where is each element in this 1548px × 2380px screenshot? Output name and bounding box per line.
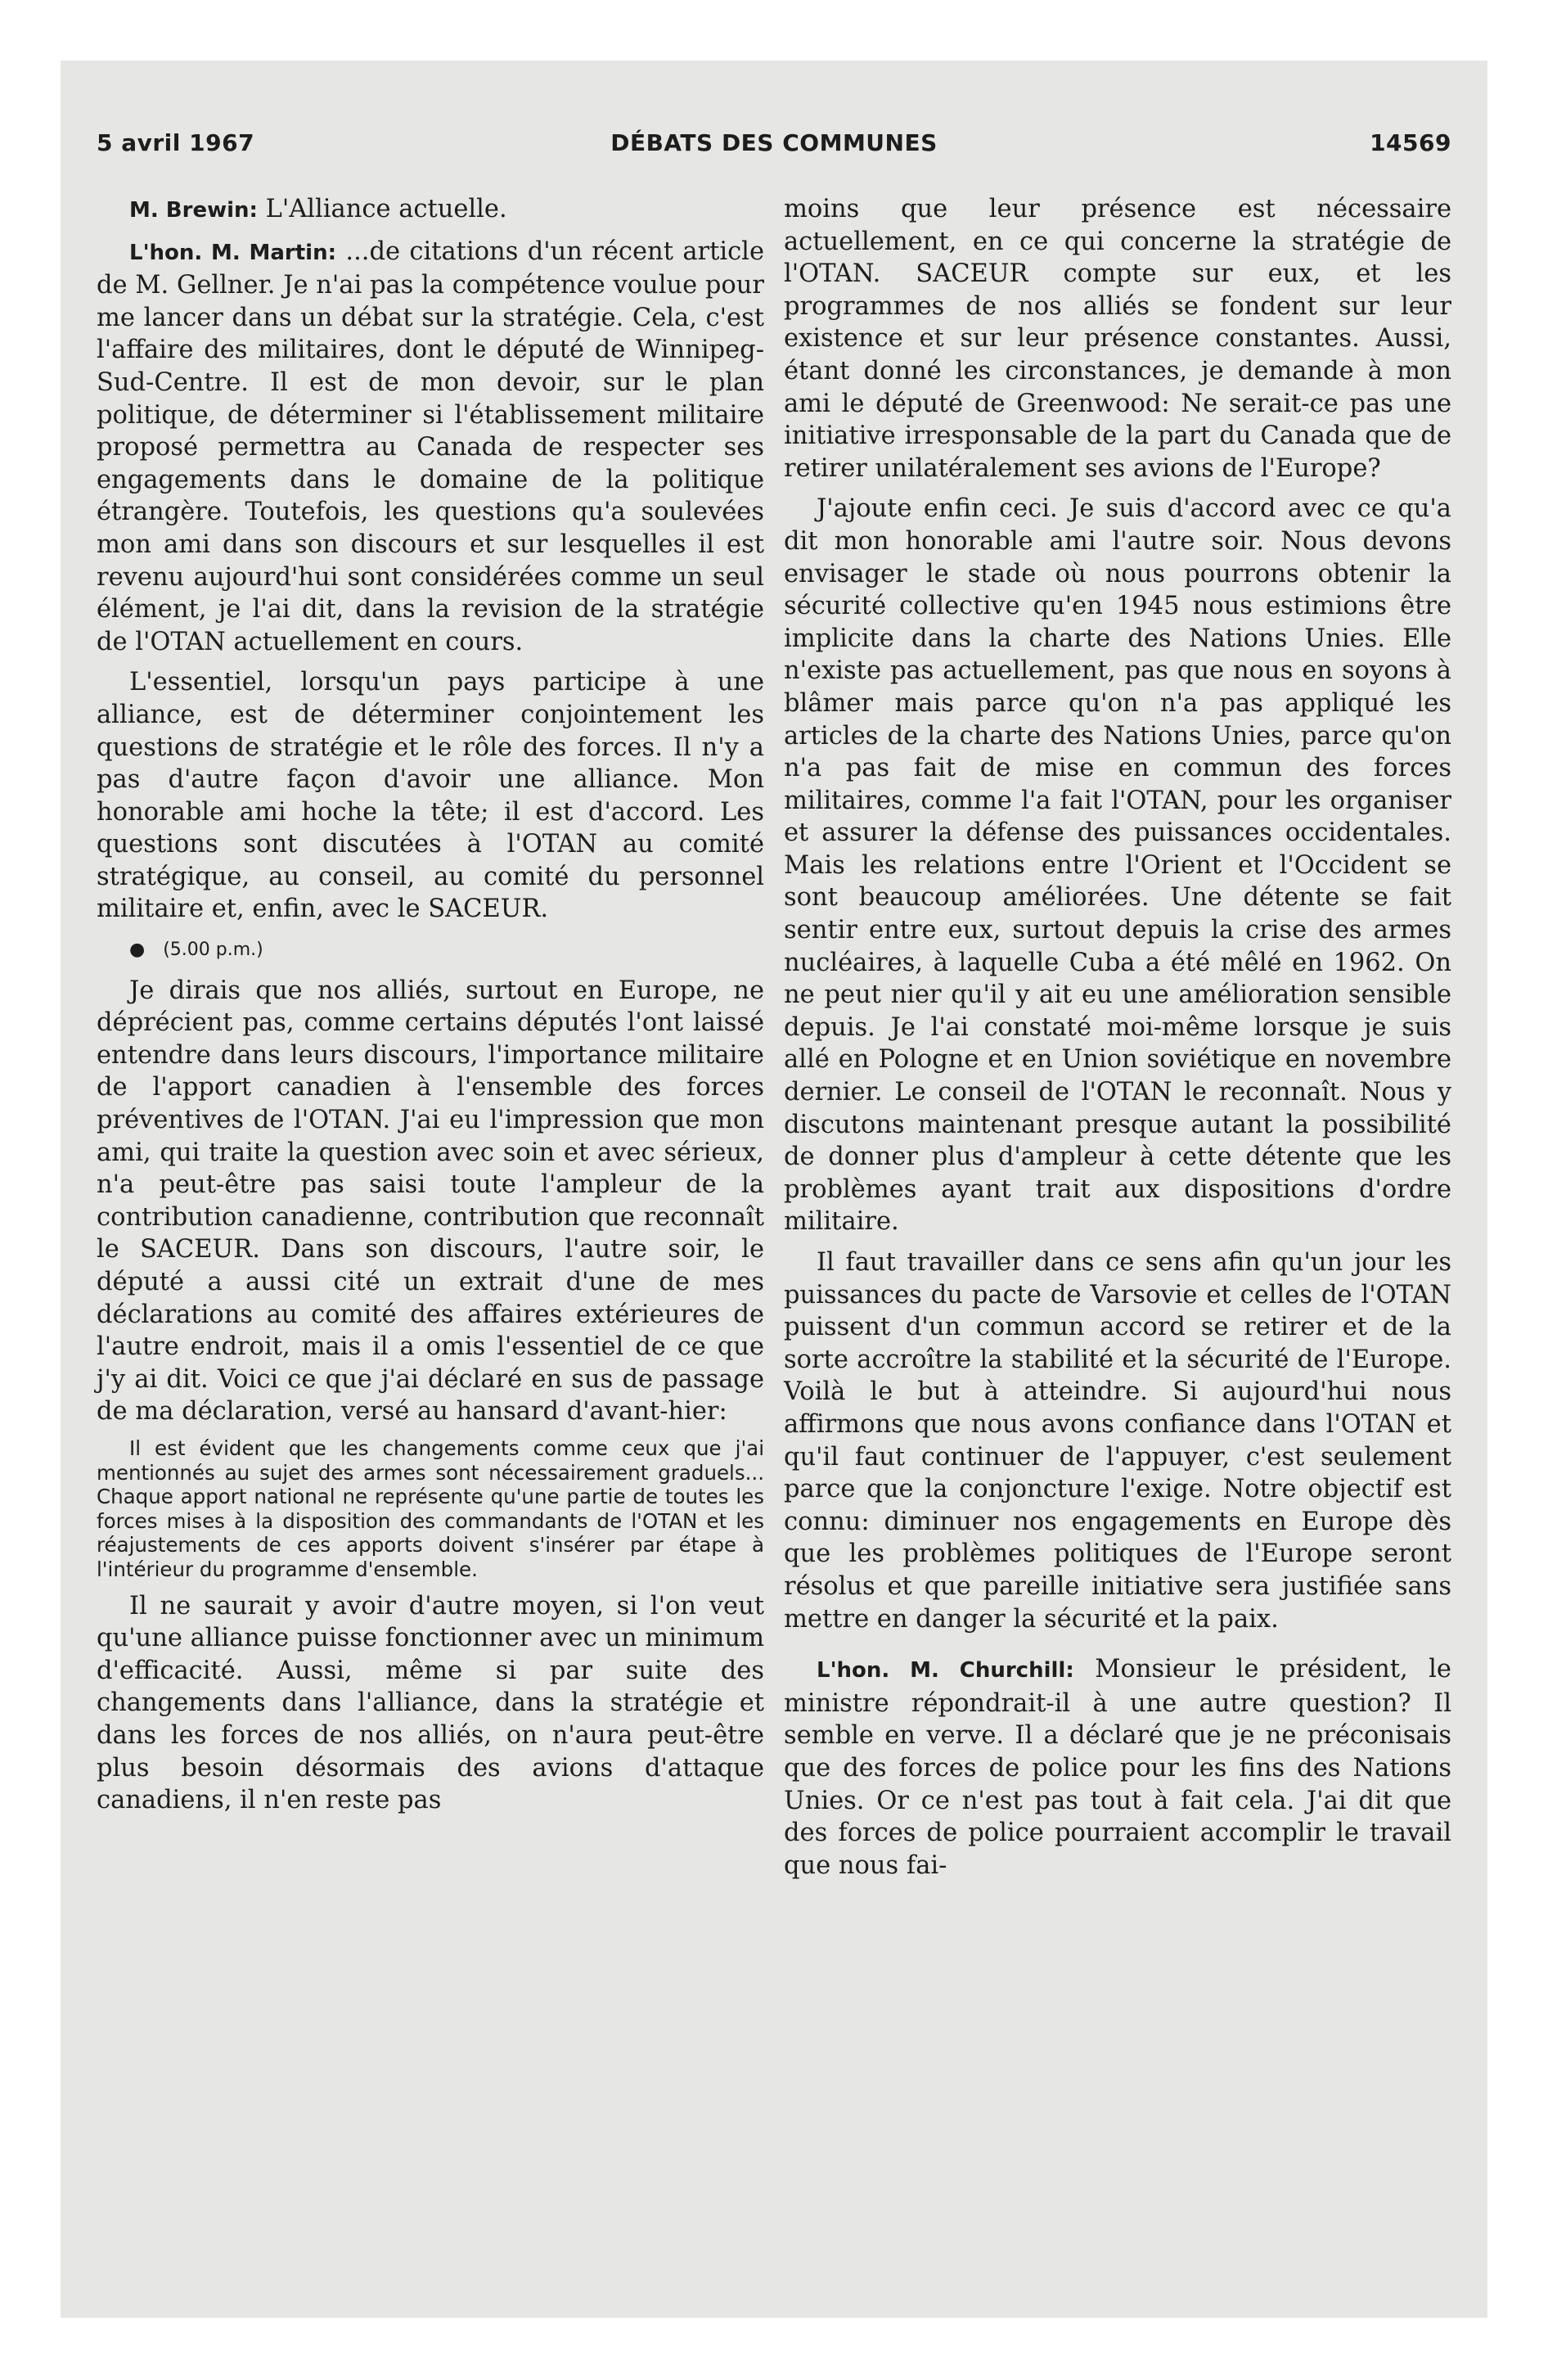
right-column <box>784 193 1451 1890</box>
running-header <box>97 129 1451 165</box>
paragraph: Il faut travailler dans ce sens afin qu'un jour les puissances du pacte de Varsovie et celles de l'OTAN puissent d'un commun accord se retirer et de la sorte accroître la stabilité et la sécurité de l'Europe. Voilà le but à atteindre. Si aujourd'hui nous affirmons que nous avons confiance dans l'OTAN et qu'il faut continuer de l'appuyer, c'est seulement parce que la conjoncture l'exige. Notre objectif est connu: diminuer nos engagements en Europe dès que les problèmes politiques de l'Europe seront résolus et que pareille initiative sera justifiée sans mettre en danger la sécurité et la paix. <box>784 1248 1451 1634</box>
speech-text: Monsieur le président, le ministre répondrait-il à une autre question? Il semble en verve. Il a déclaré que je ne préconisais que des forces de police pour les fins des Nations Unies. Or ce n'est pas tout à fait cela. J'ai dit que des forces de police pourraient accomplir le travail que nous fai- <box>784 1655 1451 1880</box>
speech-text: L'Alliance actuelle. <box>257 195 507 223</box>
speaker-name: M. Brewin: <box>129 198 258 223</box>
paragraph: Il ne saurait y avoir d'autre moyen, si l'on veut qu'une alliance puisse fonctionner avec un minimum d'efficacité. Aussi, même si par suite des changements dans l'alliance, dans la stratégie et dans les forces de nos alliés, on n'aura peut-être plus besoin désormais des avions d'attaque canadiens, il n'en reste pas <box>97 1591 764 1815</box>
paragraph: moins que leur présence est nécessaire actuellement, en ce qui concerne la stratégie de l'OTAN. SACEUR compte sur eux, et les programmes de nos alliés se fondent sur leur existence et sur leur présence constantes. Aussi, étant donné les circonstances, je demande à mon ami le député de Greenwood: Ne serait-ce pas une initiative irresponsable de la part du Canada que de retirer unilatéralement ses avions de l'Europe? <box>784 195 1451 483</box>
header-title: DÉBATS DES COMMUNES <box>610 129 938 156</box>
paragraph <box>97 193 764 228</box>
speech-text: ...de citations d'un récent article de M. Gellner. Je n'ai pas la compétence voulue pour me lancer dans un débat sur la stratégie. Cela, c'est l'affaire des militaires, dont le député de Winnipeg-Sud-Centre. Il est de mon devoir, sur le plan politique, de déterminer si l'établissement militaire proposé permettra au Canada de respecter ses engagements dans le domaine de la politique étrangère. Toutefois, les questions qu'a soulevées mon ami dans son discours et sur lesquelles il est revenu aujourd'hui sont considérées comme un seul élément, je l'ai dit, dans la revision de la stratégie de l'OTAN actuellement en cours. <box>97 237 764 656</box>
header-page-number: 14569 <box>1370 129 1451 156</box>
bullet-icon: ● <box>129 940 146 961</box>
block-quote: Il est évident que les changements comme ceux que j'ai mentionnés au sujet des armes sont nécessairement graduels... Chaque apport national ne représente qu'une partie de toutes les forces mises à la disposition des commandants de l'OTAN et les réajustements de ces apports doivent s'insérer par étape à l'intérieur du programme d'ensemble. <box>97 1436 764 1581</box>
paragraph: L'essentiel, lorsqu'un pays participe à une alliance, est de déterminer conjointement les questions de stratégie et le rôle des forces. Il n'y a pas d'autre façon d'avoir une alliance. Mon honorable ami hoche la tête; il est d'accord. Les questions sont discutées à l'OTAN au comité stratégique, au conseil, au comité du personnel militaire et, enfin, avec le SACEUR. <box>97 668 764 924</box>
time-marker-text: (5.00 p.m.) <box>163 940 263 961</box>
paragraph <box>97 236 764 659</box>
speaker-name: L'hon. M. Martin: <box>129 240 336 265</box>
paragraph: Je dirais que nos alliés, surtout en Europe, ne déprécient pas, comme certains députés l'ont laissé entendre dans leurs discours, l'importance militaire de l'apport canadien à l'ensemble des forces préventives de l'OTAN. J'ai eu l'impression que mon ami, qui traite la question avec soin et avec sérieux, n'a peut-être pas saisi toute l'ampleur de la contribution canadienne, contribution que reconnaît le SACEUR. Dans son discours, l'autre soir, le député a aussi cité un extrait d'une de mes déclarations au comité des affaires extérieures de l'autre endroit, mais il a omis l'essentiel de ce que j'y ai dit. Voici ce que j'ai déclaré en sus de passage de ma déclaration, versé au hansard d'avant-hier: <box>97 976 764 1427</box>
speaker-name: L'hon. M. Churchill: <box>817 1658 1074 1684</box>
left-column <box>97 193 764 1825</box>
header-date: 5 avril 1967 <box>97 129 255 156</box>
paragraph: J'ajoute enfin ceci. Je suis d'accord avec ce qu'a dit mon honorable ami l'autre soir. Nous devons envisager le stade où nous pourrons obtenir la sécurité collective qu'en 1945 nous estimions être implicite dans la charte des Nations Unies. Elle n'existe pas actuellement, pas que nous en soyons à blâmer mais parce qu'on n'a pas appliqué les articles de la charte des Nations Unies, parce qu'on n'a pas fait de mise en commun des forces militaires, comme l'a fait l'OTAN, pour les organiser et assurer la défense des puissances occidentales. Mais les relations entre l'Orient et l'Occident se sont beaucoup améliorées. Une détente se fait sentir entre eux, surtout depuis la crise des armes nucléaires, à laquelle Cuba a été mêlé en 1962. On ne peut nier qu'il y ait eu une amélioration sensible depuis. Je l'ai constaté moi-même lorsque je suis allé en Pologne et en Union soviétique en novembre dernier. Le conseil de l'OTAN le reconnaît. Nous y discutons maintenant presque autant la possibilité de donner plus d'ampleur à cette détente que les problèmes ayant trait aux dispositions d'ordre militaire. <box>784 494 1451 1237</box>
time-marker <box>97 934 764 967</box>
paragraph <box>784 1653 1451 1882</box>
